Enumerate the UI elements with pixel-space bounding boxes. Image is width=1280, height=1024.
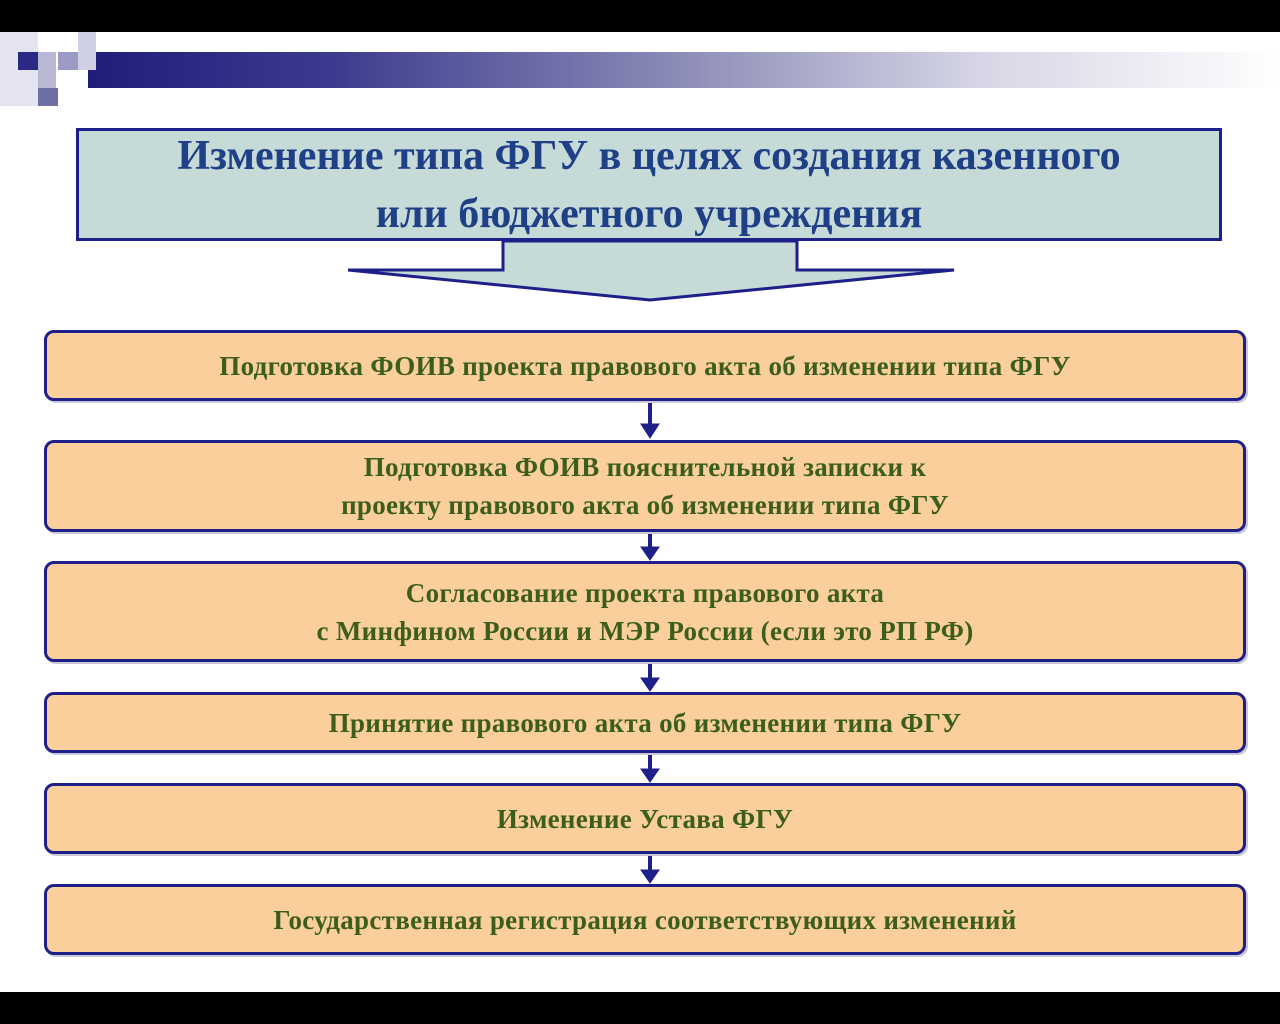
step-2-line-2: проекту правового акта об изменении типа ФГУ <box>341 490 949 520</box>
title-line-1: Изменение типа ФГУ в целях создания казенного <box>177 132 1121 179</box>
step-5-line-1: Изменение Устава ФГУ <box>496 803 794 834</box>
step-2-line-1: Подготовка ФОИВ пояснительной записки к <box>363 452 927 482</box>
step-3-line-2: с Минфином России и МЭР России (если это РП РФ) <box>316 615 974 646</box>
step-4 <box>44 692 1246 753</box>
step-3 <box>44 561 1246 662</box>
step-6 <box>44 884 1246 955</box>
connector-arrow-4 <box>641 753 659 782</box>
step-1-line-1: Подготовка ФОИВ проекта правового акта об изменении типа ФГУ <box>219 350 1071 381</box>
step-2 <box>44 440 1246 532</box>
connector-arrow-5 <box>641 854 659 883</box>
connector-arrow-1 <box>641 401 659 438</box>
connector-arrow-2 <box>641 532 659 560</box>
title-line-2: или бюджетного учреждения <box>375 190 923 237</box>
step-3-line-1: Согласование проекта правового акта <box>405 577 885 608</box>
title-down-arrow <box>348 241 954 300</box>
connector-arrow-3 <box>641 662 659 691</box>
step-1 <box>44 330 1246 401</box>
step-5 <box>44 783 1246 854</box>
step-4-line-1: Принятие правового акта об изменении типа ФГУ <box>328 707 962 738</box>
slide <box>0 32 1280 992</box>
step-6-line-1: Государственная регистрация соответствующих изменений <box>273 904 1017 935</box>
